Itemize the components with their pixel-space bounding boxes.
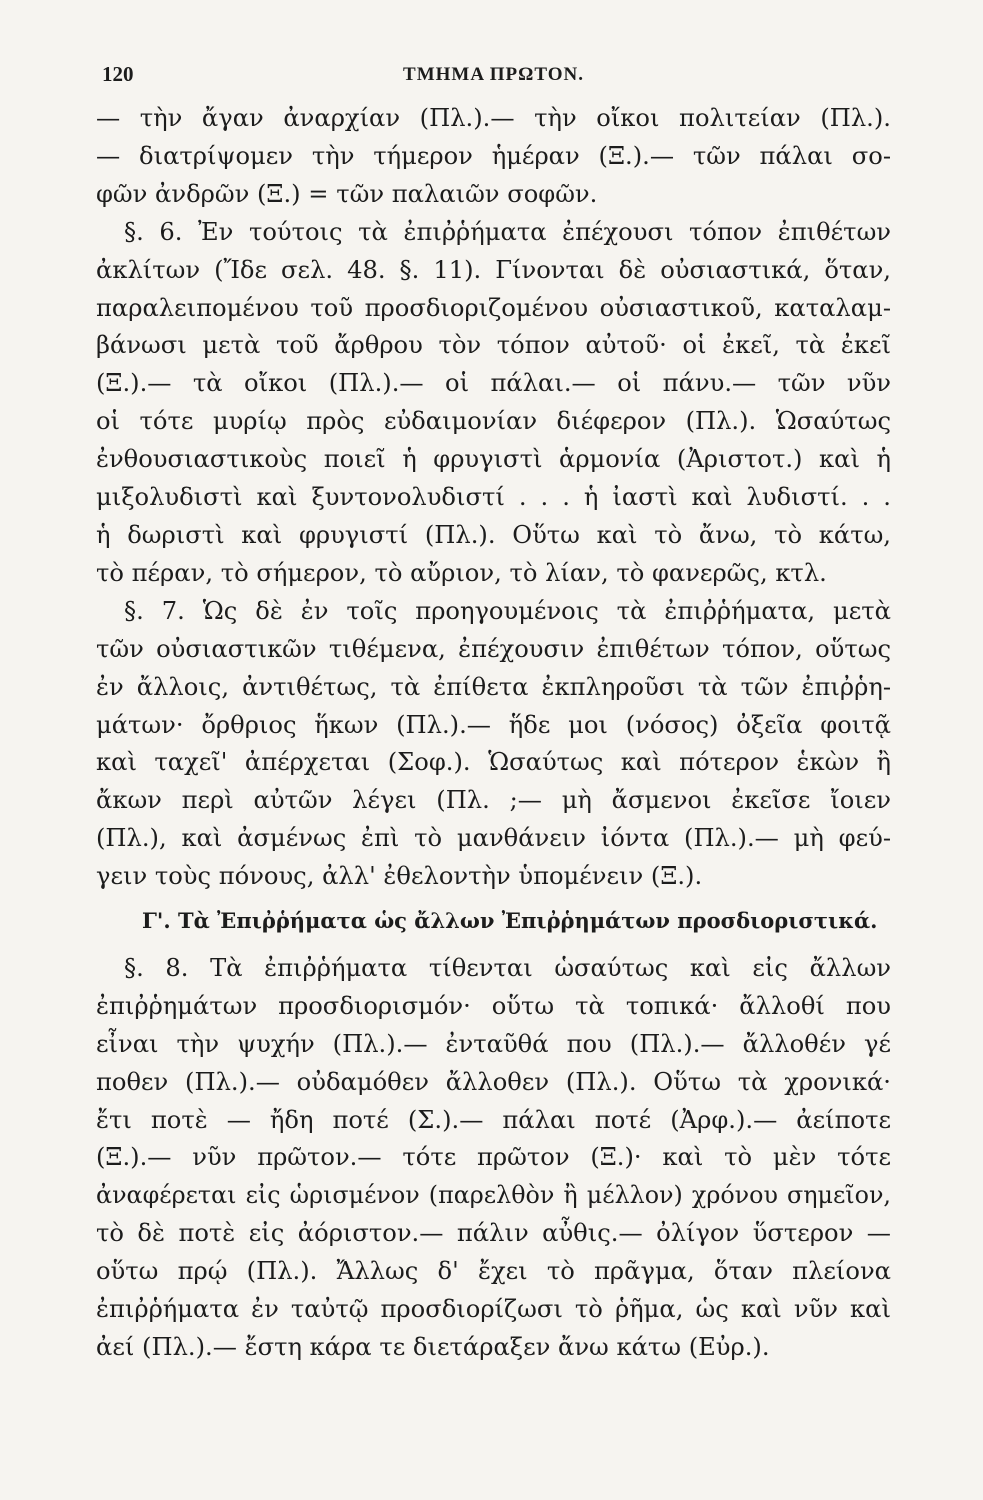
text-line: ἄκων περὶ αὐτῶν λέγει (Πλ. ;— μὴ ἄσμενοι ἐκεῖσε ἴοιεν xyxy=(96,786,891,815)
text-line: ἡ δωριστὶ καὶ φρυγιστί (Πλ.). Οὕτω καὶ τὸ ἄνω, τὸ κάτω, xyxy=(96,520,891,549)
text-line: (Πλ.), καὶ ἀσμένως ἐπὶ τὸ μανθάνειν ἰόντα (Πλ.).— μὴ φεύ- xyxy=(96,824,891,853)
text-line: βάνωσι μετὰ τοῦ ἄρθρου τὸν τόπον αὐτοῦ· οἱ ἐκεῖ, τὰ ἐκεῖ xyxy=(96,331,891,360)
text-line: τὸ πέραν, τὸ σήμερον, τὸ αὔριον, τὸ λίαν, τὸ φανερῶς, κτλ. xyxy=(96,558,827,587)
text-line: εἶναι τὴν ψυχήν (Πλ.).— ἐνταῦθά που (Πλ.).— ἄλλοθέν γέ xyxy=(96,1029,891,1058)
page-number: 120 xyxy=(102,62,134,86)
text-line: οὕτω πρῴ (Πλ.). Ἄλλως δ' ἔχει τὸ πρᾶγμα, ὅταν πλείονα xyxy=(96,1257,891,1286)
text-line: ἐν ἄλλοις, ἀντιθέτως, τὰ ἐπίθετα ἐκπληροῦσι τὰ τῶν ἐπιῤῥη- xyxy=(96,672,891,701)
text-line: καὶ ταχεῖ' ἀπέρχεται (Σοφ.). Ὡσαύτως καὶ πότερον ἑκὼν ἢ xyxy=(96,748,891,777)
text-line: μιξολυδιστὶ καὶ ξυντονολυδιστί . . . ἡ ἰαστὶ καὶ λυδιστί. . . xyxy=(96,483,891,512)
text-line: ἐπιῤῥημάτων προσδιορισμόν· οὕτω τὰ τοπικά· ἄλλοθί που xyxy=(96,991,891,1020)
text-line: τῶν οὐσιαστικῶν τιθέμενα, ἐπέχουσιν ἐπιθέτων τόπον, οὕτως xyxy=(96,634,891,663)
running-title: ΤΜΗΜΑ ΠΡΩΤΟΝ. xyxy=(403,64,584,85)
section-heading: Γ'. Τὰ Ἐπιῤῥήματα ὡς ἄλλων Ἐπιῤῥημάτων προσδιοριστικά. xyxy=(142,908,878,934)
text-line: γειν τοὺς πόνους, ἀλλ' ἐθελοντὴν ὑπομένειν (Ξ.). xyxy=(96,862,703,891)
text-line: τὸ δὲ ποτὲ εἰς ἀόριστον.— πάλιν αὖθις.— ὀλίγον ὕστερον — xyxy=(96,1219,891,1248)
text-line: — διατρίψομεν τὴν τήμερον ἡμέραν (Ξ.).— τῶν πάλαι σο- xyxy=(96,141,891,170)
text-line: ἐνθουσιαστικοὺς ποιεῖ ἡ φρυγιστὶ ἁρμονία (Ἀριστοτ.) καὶ ἡ xyxy=(96,445,891,474)
text-line: §. 7. Ὡς δὲ ἐν τοῖς προηγουμένοις τὰ ἐπιῤῥήματα, μετὰ xyxy=(124,596,891,625)
main-text xyxy=(96,100,891,1367)
text-line: — τὴν ἄγαν ἀναρχίαν (Πλ.).— τὴν οἴκοι πολιτείαν (Πλ.). xyxy=(96,104,891,132)
text-line: ποθεν (Πλ.).— οὐδαμόθεν ἄλλοθεν (Πλ.). Οὕτω τὰ χρονικά· xyxy=(96,1067,891,1096)
text-line: (Ξ.).— νῦν πρῶτον.— τότε πρῶτον (Ξ.)· καὶ τὸ μὲν τότε xyxy=(96,1143,891,1172)
text-line: μάτων· ὄρθριος ἥκων (Πλ.).— ἥδε μοι (νόσος) ὀξεῖα φοιτᾷ xyxy=(96,710,891,739)
text-line: ἐπιῤῥήματα ἐν ταὐτῷ προσδιορίζωσι τὸ ῥῆμα, ὡς καὶ νῦν καὶ xyxy=(96,1295,891,1324)
text-line: παραλειπομένου τοῦ προσδιοριζομένου οὐσιαστικοῦ, καταλαμ- xyxy=(96,293,891,322)
text-line: ἀκλίτων (Ἴδε σελ. 48. §. 11). Γίνονται δὲ οὐσιαστικά, ὅταν, xyxy=(96,255,891,284)
text-line: §. 8. Τὰ ἐπιῤῥήματα τίθενται ὡσαύτως καὶ εἰς ἄλλων xyxy=(124,953,891,982)
text-line: ἀναφέρεται εἰς ὡρισμένον (παρελθὸν ἢ μέλλον) χρόνου σημεῖον, xyxy=(96,1181,891,1210)
text-line: ἔτι ποτὲ — ἤδη ποτέ (Σ.).— πάλαι ποτέ (Ἀρφ.).— ἀείποτε xyxy=(96,1105,891,1134)
text-line: φῶν ἀνδρῶν (Ξ.) = τῶν παλαιῶν σοφῶν. xyxy=(96,179,598,208)
text-line: οἱ τότε μυρίῳ πρὸς εὐδαιμονίαν διέφερον (Πλ.). Ὡσαύτως xyxy=(96,407,891,436)
page-header xyxy=(96,58,891,100)
text-line: (Ξ.).— τὰ οἴκοι (Πλ.).— οἱ πάλαι.— οἱ πάνυ.— τῶν νῦν xyxy=(96,369,891,398)
text-line: ἀεί (Πλ.).— ἔστη κάρα τε διετάραξεν ἄνω κάτω (Εὐρ.). xyxy=(96,1333,770,1361)
text-line: §. 6. Ἐν τούτοις τὰ ἐπιῤῥήματα ἐπέχουσι τόπον ἐπιθέτων xyxy=(124,217,891,246)
